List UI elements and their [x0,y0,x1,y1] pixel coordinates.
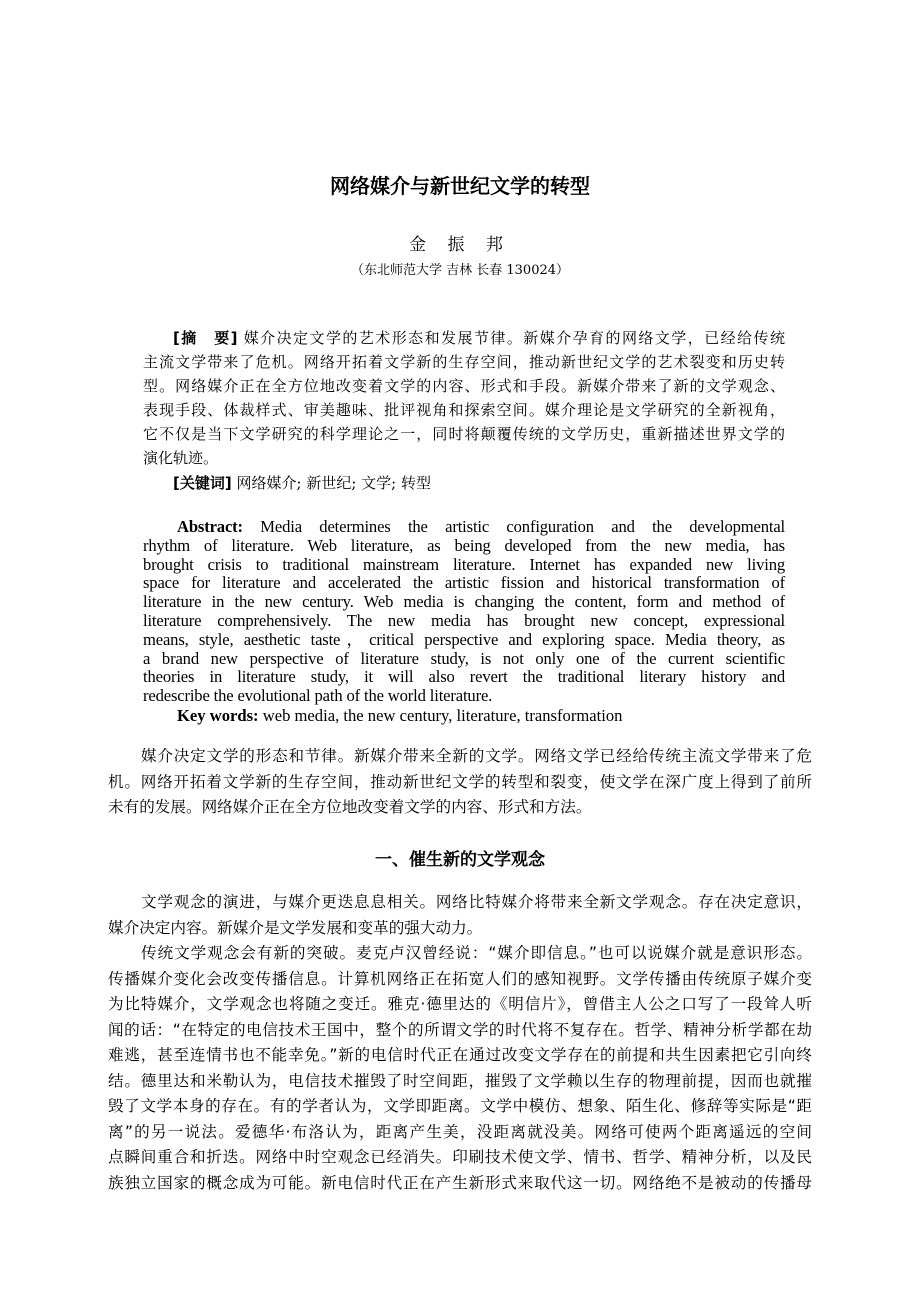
body-line: 媒介决定内容。新媒介是文学发展和变革的强大动力。 [108,918,483,937]
author: 金 振 邦 [409,235,511,255]
body-line: 传统文学观念会有新的突破。麦克卢汉曾经说：“媒介即信息。”也可以说媒介就是意识形态。 [141,944,812,962]
body-line: 闻的话：“在特定的电信技术王国中，整个的所谓文学的时代将不复存在。哲学、精神分析学都在劫 [108,1020,812,1039]
body-line: 机。网络开拓着文学新的生存空间，推动新世纪文学的转型和裂变，使文学在深广度上得到了前所 [108,772,812,791]
body-line: 传播媒介变化会改变传播信息。计算机网络正在拓宽人们的感知视野。文学传播由传统原子媒介变 [108,969,812,988]
keywords-label: Key words: [177,706,259,725]
abstract-line: 它不仅是当下文学研究的科学理论之一，同时将颠覆传统的文学历史，重新描述世界文学的 [143,425,785,443]
body-line: 结。德里达和米勒认为，电信技术摧毁了时空间距，摧毁了文学赖以生存的物理前提，因而也就摧 [108,1071,812,1090]
intro-paragraph [108,744,812,821]
abstract-line: 表现手段、体裁样式、审美趣味、批评视角和探索空间。媒介理论是文学研究的全新视角， [143,401,785,419]
abstract-line: literature comprehensively. The new media has brought new concept, expressional [143,610,785,630]
abstract-line: literature in the new century. Web media is changing the content, form and method of [143,592,785,612]
body-line: 族独立国家的概念成为可能。新电信时代正在产生新形式来取代这一切。网络绝不是被动的传播母 [108,1173,812,1192]
abstract-line-text: 媒介决定文学的艺术形态和发展节律。新媒介孕育的网络文学，已经给传统 [243,329,785,347]
abstract-line: space for literature and accelerated the artistic fission and historical transformation of [143,573,785,593]
abstract-line: 主流文学带来了危机。网络开拓着文学新的生存空间，推动新世纪文学的艺术裂变和历史转 [143,353,785,371]
body-line: 难逃，甚至连情书也不能幸免。”新的电信时代正在通过改变文学存在的前提和共生因素把它引向终 [108,1046,812,1064]
keywords-text: web media, the new century, literature, transformation [262,706,623,725]
abstract-line: rhythm of literature. Web literature, as being developed from the new media, has [143,535,785,555]
body-line: 点瞬间重合和折迭。网络中时空观念已经消失。印刷技术使文学、情书、哲学、精神分析，以及民 [108,1148,812,1166]
body-line: 未有的发展。网络媒介正在全方位地改变着文学的内容、形式和方法。 [108,798,592,816]
abstract-line: a brand new perspective of literature study, is not only one of the current scientific [143,648,785,668]
chinese-abstract [143,326,785,470]
abstract-line: brought crisis to traditional mainstream literature. Internet has expanded new living [143,554,785,574]
abstract-line: 型。网络媒介正在全方位地改变着文学的内容、形式和手段。新媒介带来了新的文学观念、 [143,377,785,395]
abstract-line [143,326,785,350]
body-line: 离”的另一说法。爱德华·布洛认为，距离产生美，没距离就没美。网络可使两个距离遥远的空间 [108,1122,812,1141]
abstract-label: Abstract: [177,517,243,536]
section-body [108,890,812,1196]
abstract-line [143,518,785,537]
abstract-label: [摘 要] [173,329,238,347]
body-line: 媒介决定文学的形态和节律。新媒介带来全新的文学。网络文学已经给传统主流文学带来了危 [141,747,812,765]
keywords-text: 网络媒介; 新世纪; 文学; 转型 [236,474,431,492]
abstract-line: theories in literature study, it will also revert the traditional literary history and [143,667,785,687]
abstract-line-text: Media determines the artistic configuration and the developmental [260,517,786,536]
english-abstract [143,518,785,706]
body-line: 毁了文学本身的存在。有的学者认为，文学即距离。文学中模仿、想象、陌生化、修辞等实际是“距 [108,1097,812,1115]
page-title: 网络媒介与新世纪文学的转型 [330,174,590,198]
abstract-line: means, style, aesthetic taste，critical perspective and exploring space. Media theory, as [143,629,785,649]
affiliation: （东北师范大学 吉林 长春 130024） [350,263,570,278]
keywords-label: [关键词] [173,474,232,492]
abstract-line: redescribe the evolutional path of the world literature. [143,686,493,706]
chinese-keywords [173,471,431,495]
body-line: 为比特媒介，文学观念也将随之变迁。雅克·德里达的《明信片》，曾借主人公之口写了一段耸人听 [108,995,812,1013]
section-heading: 一、催生新的文学观念 [375,850,545,870]
english-keywords [177,707,622,726]
abstract-line: 演化轨迹。 [143,449,219,467]
body-line: 文学观念的演进，与媒介更迭息息相关。网络比特媒介将带来全新文学观念。存在决定意识， [141,893,812,911]
